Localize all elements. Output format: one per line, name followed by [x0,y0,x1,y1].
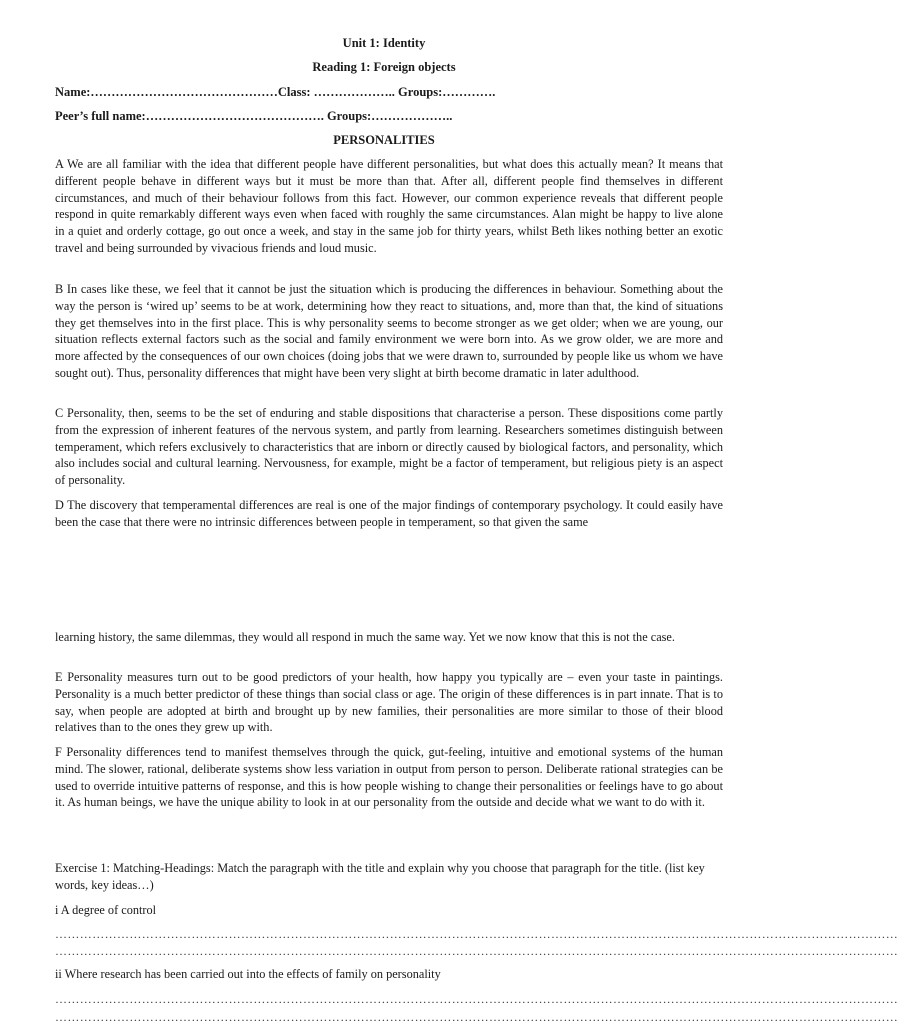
answer-line[interactable]: …………………………………………………………………………………………………………………………………………………………………………………… [55,927,898,941]
reading-title: Reading 1: Foreign objects [312,60,456,74]
paragraph-b: B In cases like these, we feel that it cannot be just the situation which is producing the differences in behaviour. Something about the way the person is ‘wired up’ seems to be at work, determining how they react to situations, and, more than that, the kind of situations they get themselves into in the first place. This is why personality seems to become stronger as we get older; when we are young, our situation reflects external factors such as the social and family environment we were born into. As we grow older, we are more and more affected by the consequences of our own choices (doing jobs that we were drawn to, surrounded by people like us whom we have sought out). Thus, personality differences that might have been very slight at birth become dramatic in later adulthood. [55,282,723,380]
section-title: PERSONALITIES [333,133,435,147]
name-class-groups-line: Name:………………………………………Class: ……………….. Groups:…………. [55,85,496,99]
answer-line[interactable]: …………………………………………………………………………………………………………………………………………………………………………………… [55,944,898,958]
paragraph-a: A We are all familiar with the idea that different people have different personalities, but what does this actually mean? It means that different people behave in different ways but it must be more than that. After all, different people find themselves in different circumstances, and much of their behaviour follows from this fact. However, our common experience reveals that different people respond in quite remarkably different ways even when faced with roughly the same circumstances. Alan might be happy to live alone in a quiet and orderly cottage, go out once a week, and stay in the same job for thirty years, whilst Beth likes nothing better an exotic travel and being surrounded by vivacious friends and loud music. [55,157,723,255]
paragraph-e: E Personality measures turn out to be good predictors of your health, how happy you typically are – even your taste in paintings. Personality is a much better predictor of these things than social class or age. The origin of these differences is in part innate. That is to say, when people are adopted at birth and brought up by new families, their personalities are more similar to those of their blood relatives than to the ones they grew up with. [55,670,723,735]
answer-line[interactable]: …………………………………………………………………………………………………………………………………………………………………………………… [55,1010,898,1024]
paragraph-f: F Personality differences tend to manifest themselves through the quick, gut-feeling, intuitive and emotional systems of the human mind. The slower, rational, deliberate systems show less variation in output from person to person. Deliberate rational strategies can be used to override intuitive patterns of response, and this is how people wishing to change their personalities or feelings have to go about it. As human beings, we have the unique ability to look in at our personality from the outside and decide what we want to do with it. [55,745,723,810]
paragraph-c: C Personality, then, seems to be the set of enduring and stable dispositions that characterise a person. These dispositions come partly from the expression of inherent features of the nervous system, and partly from learning. Researchers sometimes distinguish between temperament, which refers exclusively to characteristics that are inborn or directly caused by biological factors, and personality, which also includes social and cultural learning. Nervousness, for example, might be a factor of temperament, but religious piety is an aspect of personality. [55,406,723,488]
exercise-instruction: Exercise 1: Matching-Headings: Match the paragraph with the title and explain why you choose that paragraph for the title. (list key words, key ideas…) [55,861,705,892]
answer-line[interactable]: …………………………………………………………………………………………………………………………………………………………………………………… [55,992,898,1006]
unit-title: Unit 1: Identity [342,36,426,50]
peer-name-groups-line: Peer’s full name:……………………………………. Groups:……………….. [55,109,453,123]
paragraph-d-part2: learning history, the same dilemmas, they would all respond in much the same way. Yet we now know that this is not the case. [55,630,675,644]
heading-item-i: i A degree of control [55,903,157,917]
heading-item-ii: ii Where research has been carried out into the effects of family on personality [55,967,441,981]
paragraph-d-part1: D The discovery that temperamental differences are real is one of the major findings of contemporary psychology. It could easily have been the case that there were no intrinsic differences between people in temperament, so that given the same [55,498,723,529]
